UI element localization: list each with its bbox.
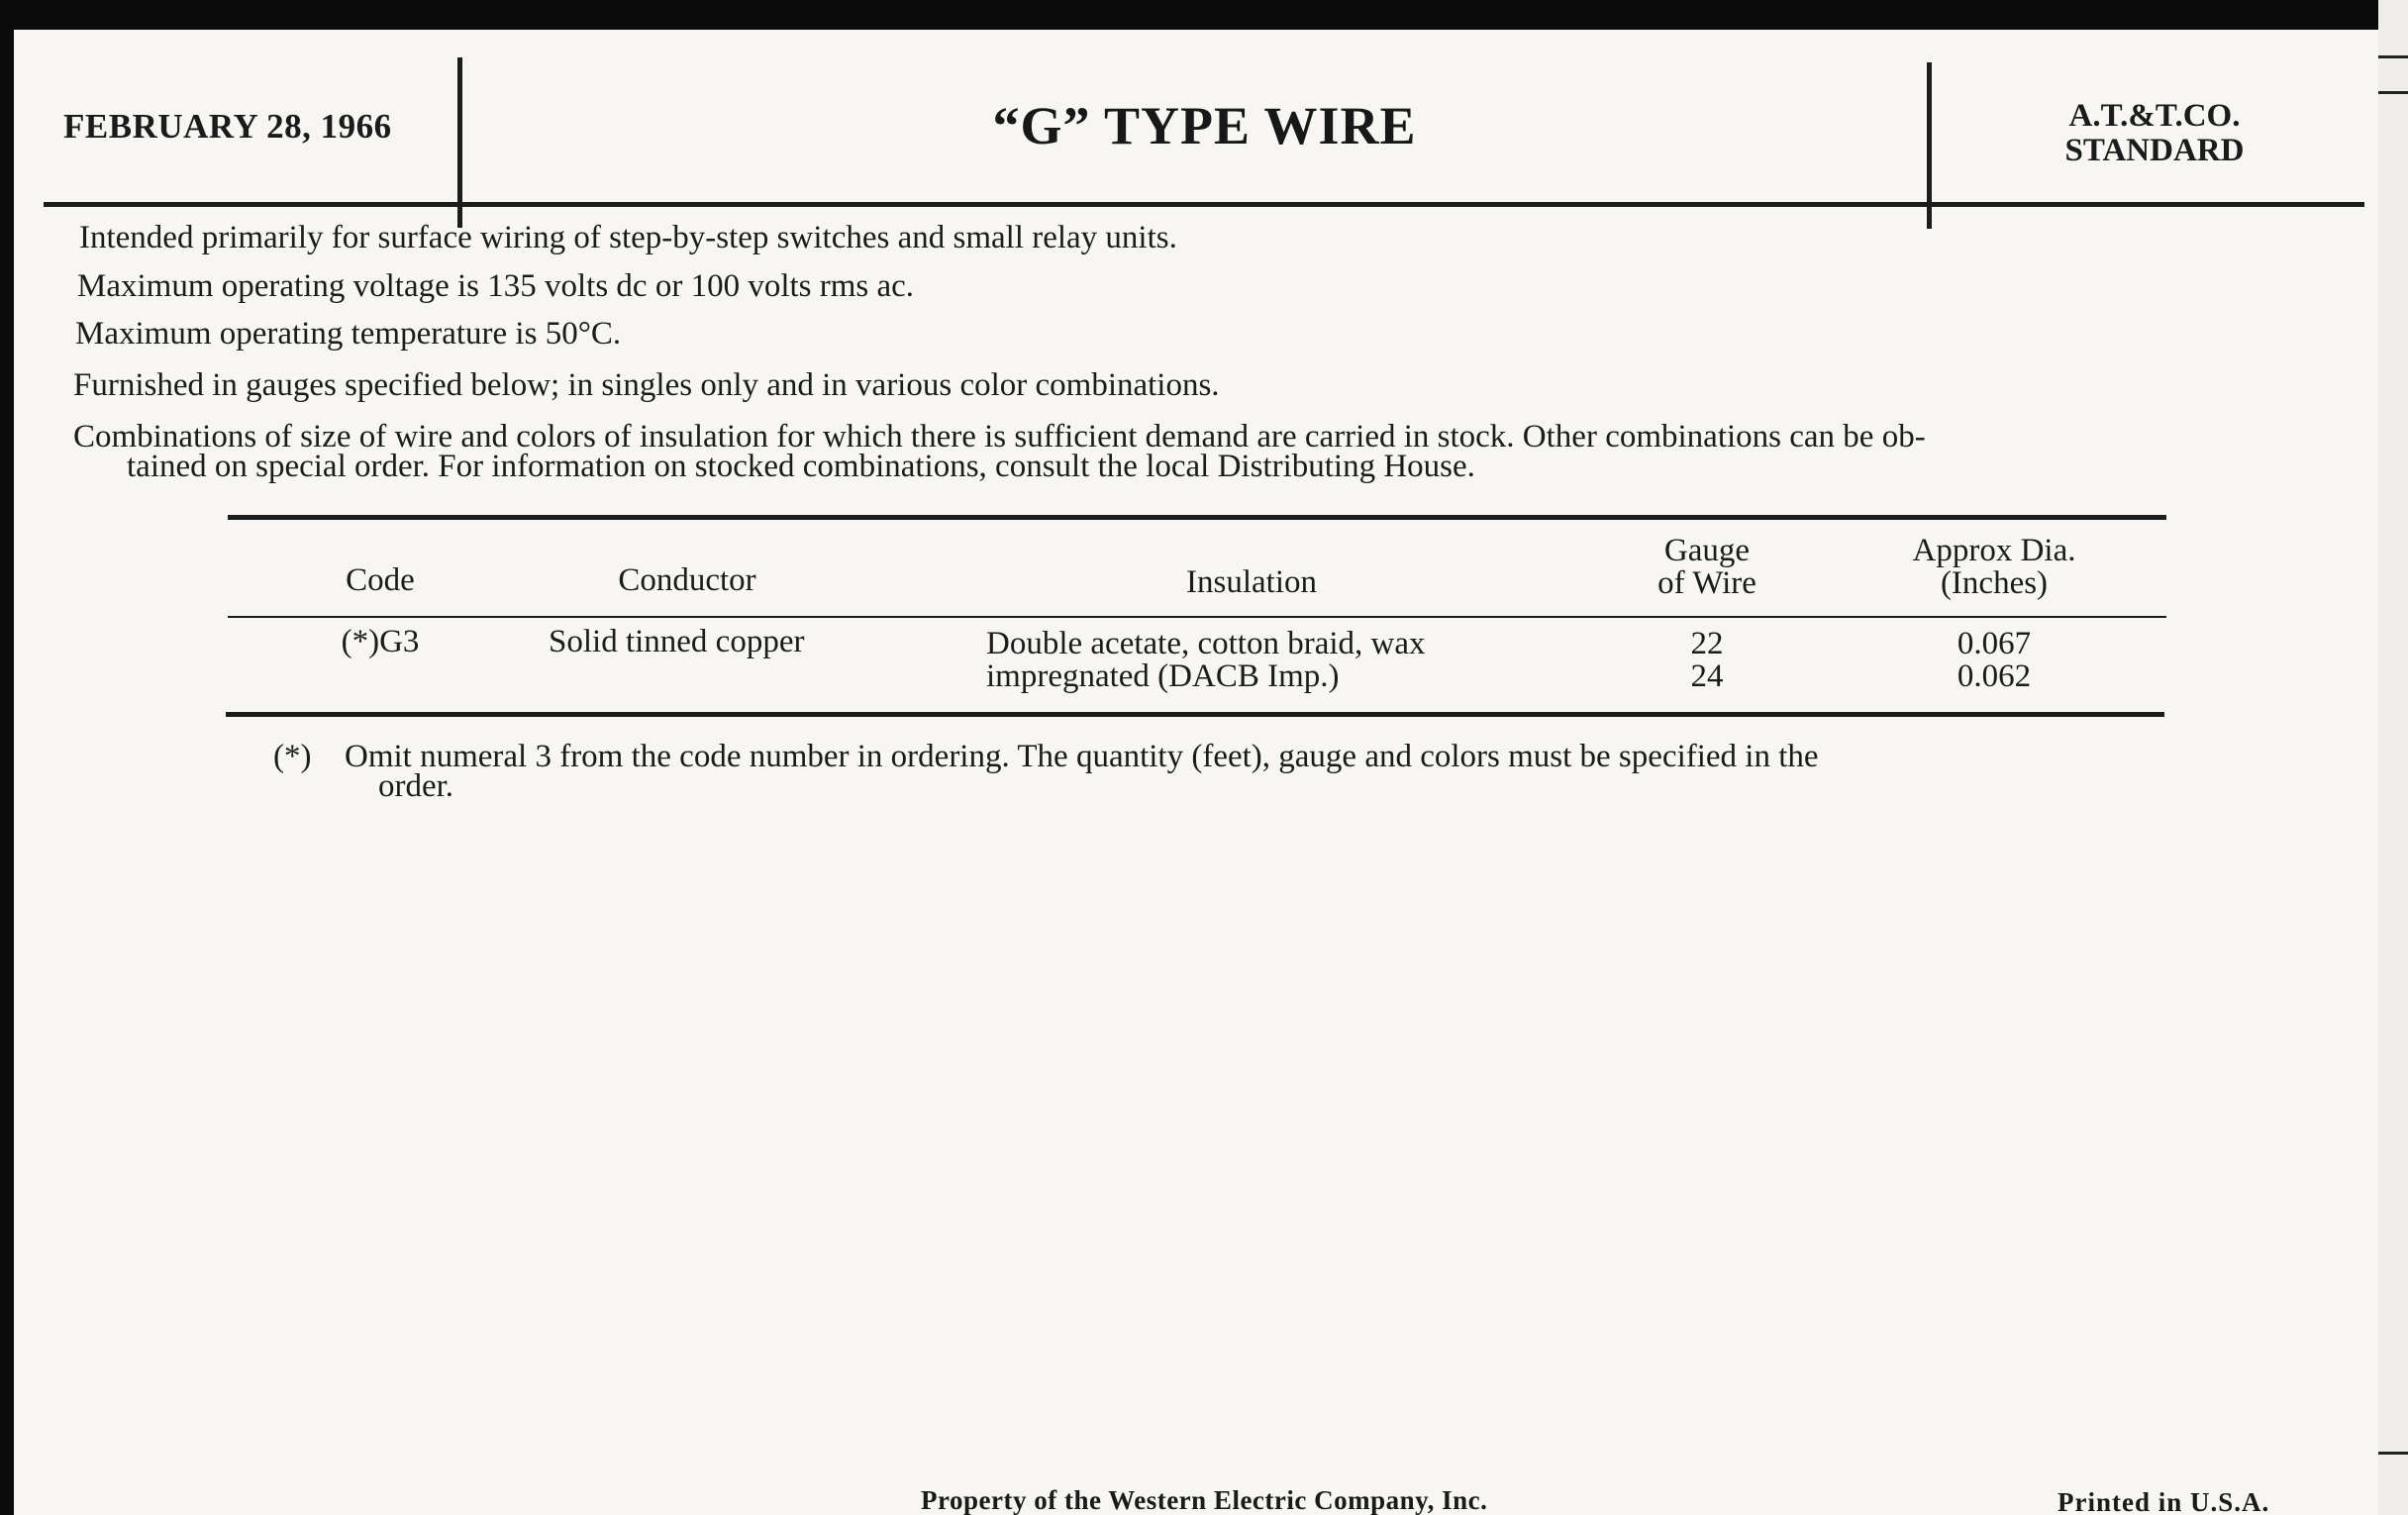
cell-gauge-22: 22 bbox=[1690, 626, 1724, 661]
header-date: FEBRUARY 28, 1966 bbox=[63, 107, 392, 146]
cell-code: (*)G3 bbox=[341, 624, 420, 659]
col-header-gauge bbox=[1588, 535, 1826, 600]
table-bottom-rule bbox=[226, 712, 2164, 717]
paragraph-purpose: Intended primarily for surface wiring of step-by-step switches and small relay units. bbox=[79, 220, 1177, 255]
cell-insulation-line2: impregnated (DACB Imp.) bbox=[986, 658, 1340, 694]
header-standard-line2: STANDARD bbox=[2064, 133, 2245, 168]
footer-property: Property of the Western Electric Company, Inc. bbox=[921, 1485, 1488, 1515]
cell-diameter-0067: 0.067 bbox=[1956, 626, 2032, 661]
col-header-code: Code bbox=[346, 562, 415, 598]
col-header-diameter-line2: (Inches) bbox=[1940, 565, 2049, 601]
scan-edge-mark bbox=[2378, 1452, 2408, 1455]
scan-edge-mark bbox=[2378, 91, 2408, 94]
paragraph-combinations bbox=[73, 421, 1926, 483]
header-standard bbox=[1956, 99, 2353, 168]
header-rule bbox=[44, 202, 2364, 207]
paragraph-combinations-line1: Combinations of size of wire and colors of insulation for which there is sufficient demand are carried in stock. Other combinations can be ob- bbox=[73, 419, 1926, 454]
col-header-gauge-line2: of Wire bbox=[1657, 565, 1756, 601]
cell-insulation bbox=[986, 628, 1426, 693]
footnote-line2: order. bbox=[378, 768, 454, 804]
col-header-gauge-line1: Gauge bbox=[1663, 533, 1751, 568]
scan-right-edge bbox=[2378, 0, 2408, 1515]
paragraph-voltage: Maximum operating voltage is 135 volts dc or 100 volts rms ac. bbox=[77, 268, 915, 304]
cell-diameter bbox=[1915, 628, 2073, 693]
paragraph-gauges: Furnished in gauges specified below; in singles only and in various color combinations. bbox=[73, 367, 1220, 403]
footnote-line1: Omit numeral 3 from the code number in ordering. The quantity (feet), gauge and colors must be specified in the bbox=[345, 739, 1819, 774]
col-header-diameter bbox=[1846, 535, 2143, 600]
cell-gauge bbox=[1638, 628, 1776, 693]
table-header-rule bbox=[228, 616, 2166, 618]
header-standard-line1: A.T.&T.CO. bbox=[2068, 98, 2241, 134]
cell-diameter-0062: 0.062 bbox=[1956, 658, 2032, 694]
col-header-insulation: Insulation bbox=[1186, 564, 1317, 600]
footnote-text bbox=[345, 741, 2157, 803]
scan-edge-mark bbox=[2378, 55, 2408, 58]
footer-printed: Printed in U.S.A. bbox=[2057, 1487, 2270, 1515]
col-header-conductor: Conductor bbox=[618, 562, 756, 598]
footnote-mark: (*) bbox=[273, 739, 312, 774]
document-page bbox=[14, 30, 2378, 1515]
table-top-rule bbox=[228, 515, 2166, 520]
cell-conductor: Solid tinned copper bbox=[549, 624, 805, 659]
page-title: “G” TYPE WIRE bbox=[992, 96, 1417, 155]
cell-insulation-line1: Double acetate, cotton braid, wax bbox=[986, 626, 1426, 661]
paragraph-temperature: Maximum operating temperature is 50°C. bbox=[75, 316, 622, 352]
cell-gauge-24: 24 bbox=[1690, 658, 1724, 694]
col-header-diameter-line1: Approx Dia. bbox=[1912, 533, 2076, 568]
paragraph-combinations-line2: tained on special order. For information on stocked combinations, consult the local Distributing House. bbox=[127, 449, 1475, 484]
